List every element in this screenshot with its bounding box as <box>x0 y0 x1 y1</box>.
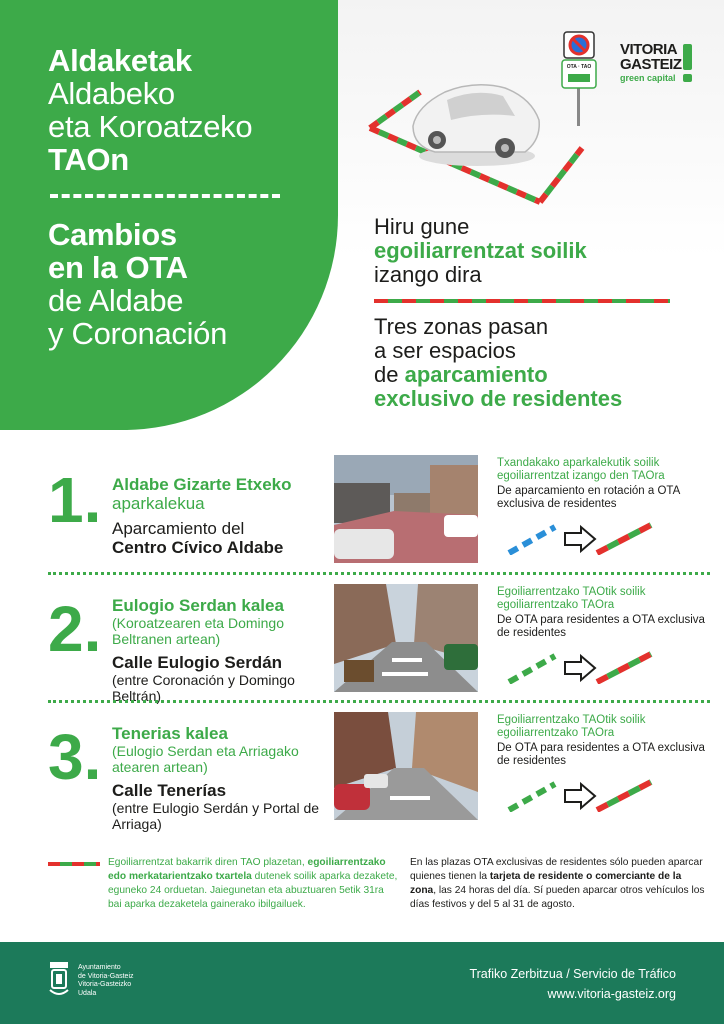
title-es-4: y Coronación <box>48 316 228 351</box>
title-es-3: de Aldabe <box>48 283 184 318</box>
title-eu-2: Aldabeko <box>48 76 175 111</box>
note-basque <box>108 856 398 912</box>
zone-eu-sub: (Eulogio Serdan eta Arriagako atearen artean) <box>112 743 299 775</box>
zone-es-title-pre: Aparcamiento del <box>112 519 245 538</box>
zone-number: 2. <box>48 593 102 665</box>
zone-divider <box>48 700 710 703</box>
arrow-right-icon <box>565 656 595 680</box>
note-eu-bold: egoiliarrentzako edo merkatarientzako txartela <box>108 857 386 882</box>
msg-es-3-green: aparcamiento <box>404 362 548 387</box>
zone-eu-sub: (Koroatzearen eta Domingo Beltranen artean) <box>112 615 284 647</box>
zone-transition-graphic <box>505 644 655 684</box>
zone-number: 3. <box>48 721 102 793</box>
city-crest-icon <box>46 960 72 1000</box>
msg-eu-3: izango dira <box>374 262 482 287</box>
footer-service <box>469 964 676 1004</box>
service-name: Trafiko Zerbitzua / Servicio de Tráfico <box>469 967 676 981</box>
logo-line-1: VITORIA <box>620 41 678 58</box>
msg-eu-2: egoiliarrentzat soilik <box>374 238 587 263</box>
note-eu-post: dutenek soilik aparka dezakete, eguneko 24 orduetan. Jaiegunetan eta abuztuaren 5etik 31ra bai aparka dezaketela gainerako ibilgailuek. <box>108 871 398 910</box>
title-eu-3: eta Koroatzeko <box>48 109 253 144</box>
ayto-line-4: Udala <box>78 989 97 997</box>
arrow-right-icon <box>565 784 595 808</box>
zone-es-sub: (entre Eulogio Serdán y Portal de Arriaga) <box>112 800 320 832</box>
zone-es-title: Calle Tenerías <box>112 781 227 800</box>
ayto-line-1: Ayuntamiento <box>78 964 121 971</box>
zone-es-title: Calle Eulogio Serdán <box>112 653 283 672</box>
zone-photo <box>334 712 478 820</box>
zone-1 <box>0 455 724 585</box>
zone-info-eu: Egoiliarrentzako TAOtik soilik egoiliarrentzako TAOra <box>497 586 646 611</box>
vitoria-gasteiz-logo <box>620 42 692 92</box>
msg-es-4: exclusivo de residentes <box>374 386 623 411</box>
zone-number: 1. <box>48 464 102 536</box>
car-icon <box>405 78 545 170</box>
ayto-line-3: Vitoria-Gasteizko <box>78 981 132 988</box>
logo-tag: green capital <box>620 73 676 83</box>
arrow-right-icon <box>565 527 595 551</box>
zone-info-es: De OTA para residentes a OTA exclusiva de residentes <box>497 614 705 639</box>
note-es-bold: tarjeta de residente o comerciante de la zona <box>410 871 682 896</box>
zone-3 <box>0 712 724 842</box>
city-council-label <box>78 964 134 998</box>
sign-ota-label: OTA · TAO <box>566 64 592 70</box>
zone-eu-title: Tenerias kalea <box>112 724 228 743</box>
logo-line-2: GASTEIZ <box>620 56 682 73</box>
zone-es-title: Centro Cívico Aldabe <box>112 538 284 557</box>
zone-eu-sub: aparkalekua <box>112 494 205 513</box>
zone-es-sub: (entre Coronación y Domingo Beltrán) <box>112 672 295 704</box>
zone-info-eu: Egoiliarrentzako TAOtik soilik egoiliarrentzako TAOra <box>497 714 646 739</box>
zone-info-eu: Txandakako aparkalekutik soilik egoiliarrentzat izango den TAOra <box>497 457 665 482</box>
no-parking-sign-icon <box>560 30 598 126</box>
msg-es-3-pre: de <box>374 362 405 387</box>
msg-es-2: a ser espacios <box>374 338 516 363</box>
zone-eu-title: Eulogio Serdan kalea <box>112 596 284 615</box>
zone-divider <box>48 572 710 575</box>
zone-eu-title: Aldabe Gizarte Etxeko <box>112 475 292 494</box>
title-eu-1: Aldaketak <box>48 43 192 78</box>
title-divider <box>50 194 280 198</box>
note-es-pre: En las plazas OTA exclusivas de residentes sólo pueden aparcar quienes tienen la <box>410 857 703 882</box>
note-spanish <box>410 856 710 912</box>
message-divider <box>374 299 670 303</box>
zone-transition-graphic <box>505 772 655 812</box>
note-es-post: , las 24 horas del día. Sí pueden aparcar otros vehículos los días festivos y del 5 al 31 de agosto. <box>410 885 705 910</box>
hero-title <box>48 44 328 350</box>
zone-2 <box>0 584 724 714</box>
msg-eu-1: Hiru gune <box>374 214 470 239</box>
zone-info-es: De OTA para residentes a OTA exclusiva de residentes <box>497 742 705 767</box>
logo-exclamation-icon <box>683 44 692 70</box>
note-legend-line <box>48 862 100 866</box>
title-eu-4: TAOn <box>48 142 129 177</box>
ayto-line-2: de Vitoria-Gasteiz <box>78 972 134 980</box>
title-es-1: Cambios <box>48 217 177 252</box>
zone-transition-graphic <box>505 515 655 555</box>
zone-info-es: De aparcamiento en rotación a OTA exclusiva de residentes <box>497 485 680 510</box>
hero-message <box>374 215 704 411</box>
note-eu-pre: Egoiliarrentzat bakarrik diren TAO plazetan, <box>108 857 305 868</box>
footer <box>0 942 724 1024</box>
website-link[interactable]: www.vitoria-gasteiz.org <box>547 987 676 1001</box>
msg-es-1: Tres zonas pasan <box>374 314 549 339</box>
title-es-2: en la OTA <box>48 250 188 285</box>
zone-photo <box>334 455 478 563</box>
zone-photo <box>334 584 478 692</box>
